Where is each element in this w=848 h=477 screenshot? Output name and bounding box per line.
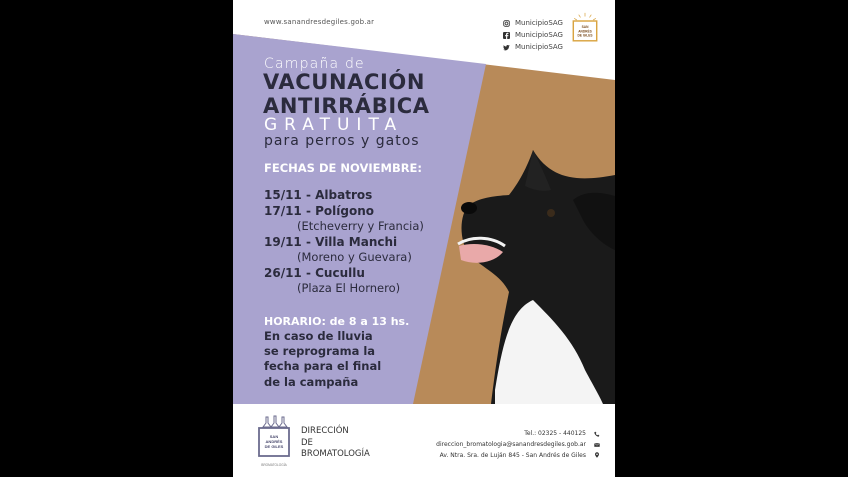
website-url[interactable]: www.sanandresdegiles.gob.ar [264, 18, 375, 26]
rain-notice [264, 329, 404, 390]
rain-notice-line: En caso de lluvia [264, 329, 373, 343]
schedule-entry: 26/11 - Cucullu [264, 266, 365, 280]
logo-text: ANDRÉS [265, 439, 283, 444]
campaign-poster [233, 0, 615, 477]
logo-caption: BROMATOLOGÍA [261, 463, 287, 467]
social-handle: MunicipioSAG [515, 19, 563, 27]
social-twitter[interactable] [503, 43, 563, 51]
dates-heading: FECHAS DE NOVIEMBRE: [264, 161, 423, 175]
phone-icon [594, 431, 600, 437]
twitter-icon [503, 44, 510, 51]
schedule-detail: (Moreno y Guevara) [297, 250, 412, 264]
logo-text: ANDRÉS [578, 29, 592, 34]
municipality-logo [570, 12, 600, 48]
social-handle: MunicipioSAG [515, 43, 563, 51]
department-line: BROMATOLOGÍA [301, 449, 370, 459]
logo-text: SAN [581, 25, 589, 30]
logo-text: DE GILES [577, 33, 593, 38]
hours-text: HORARIO: de 8 a 13 hs. [264, 315, 410, 328]
phone-text[interactable]: Tel.: 02325 - 440125 [524, 430, 586, 437]
title-subtitle: para perros y gatos [264, 133, 420, 149]
department-line: DE [301, 437, 313, 448]
title-vacunacion: VACUNACIÓN [263, 70, 426, 94]
bromatologia-logo [257, 414, 291, 468]
title-campana: Campaña de [264, 56, 365, 72]
location-pin-icon [594, 452, 600, 458]
email-icon [594, 442, 600, 448]
schedule-entry: 19/11 - Villa Manchi [264, 235, 398, 249]
address-text: Av. Ntra. Sra. de Luján 845 - San Andrés de Giles [439, 452, 586, 459]
schedule-detail: (Plaza El Hornero) [297, 281, 401, 295]
logo-text: DE GILES [264, 444, 284, 449]
social-handle: MunicipioSAG [515, 31, 563, 39]
rain-notice-line: de la campaña [264, 374, 359, 389]
social-facebook[interactable] [503, 31, 563, 39]
title-gratuita: GRATUITA [264, 115, 404, 135]
department-name [301, 426, 370, 461]
schedule-entry: 15/11 - Albatros [264, 188, 373, 202]
facebook-icon [503, 32, 510, 39]
social-instagram[interactable] [503, 19, 563, 27]
email-text[interactable]: direccion_bromatologia@sanandresdegiles.gob.ar [436, 441, 586, 448]
schedule-entry: 17/11 - Polígono [264, 204, 375, 218]
instagram-icon [503, 20, 510, 27]
rain-notice-line: se reprograma la [264, 344, 376, 359]
title-main [263, 70, 430, 118]
department-line: DIRECCIÓN [301, 426, 349, 436]
logo-text: SAN [269, 434, 279, 439]
schedule-detail: (Etcheverry y Francia) [297, 219, 424, 233]
rain-notice-line: fecha para el final [264, 359, 382, 374]
title-antirrabica: ANTIRRÁBICA [263, 94, 430, 118]
